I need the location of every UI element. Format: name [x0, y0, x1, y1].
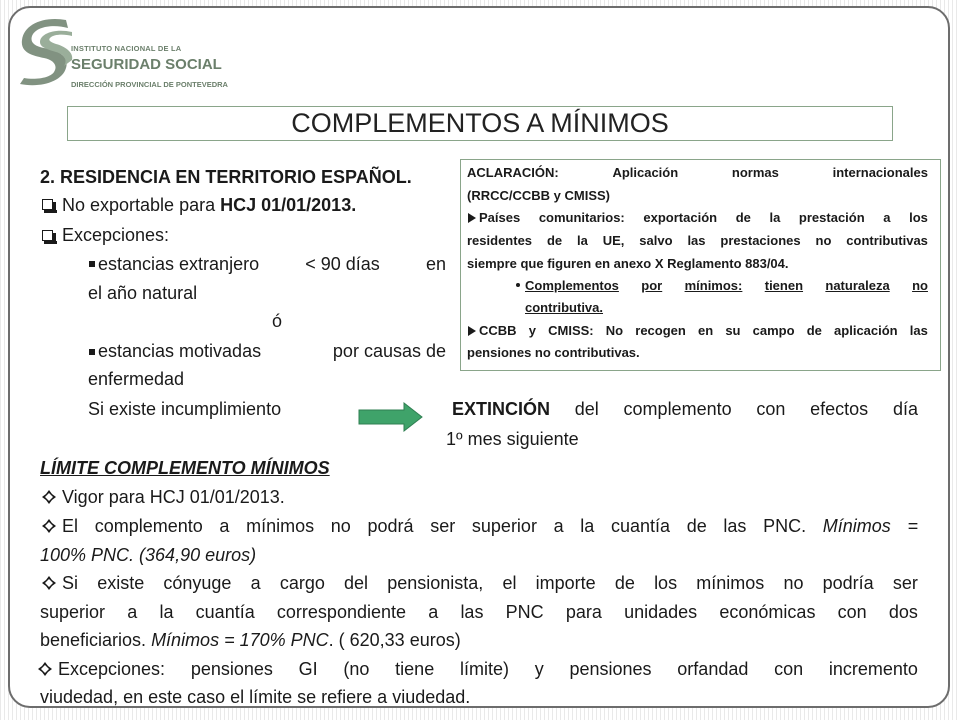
word: . ( 620,33 euros) — [328, 630, 461, 650]
word: podría — [822, 573, 874, 593]
diamond-bullet-icon — [42, 490, 56, 504]
word: UE, — [602, 233, 625, 248]
note-line4 — [467, 232, 928, 249]
word: mínimos — [246, 516, 315, 536]
note-line1 — [467, 164, 928, 181]
limit-bullet1: Vigor para HCJ 01/01/2013. — [62, 487, 285, 507]
word: salvo — [639, 233, 673, 248]
word: pensiones — [569, 659, 652, 679]
org-line3: DIRECCIÓN PROVINCIAL DE PONTEVEDRA — [71, 80, 228, 89]
word: PNC — [505, 602, 544, 622]
note-line8 — [479, 322, 928, 339]
limit-bullet3-line3 — [40, 629, 461, 652]
word: límite) — [459, 659, 509, 679]
word: comunitarios: — [538, 210, 625, 225]
word: GI — [298, 659, 318, 679]
word: ACLARACIÓN: — [467, 165, 559, 180]
diamond-bullet-icon — [42, 519, 56, 533]
word: a — [250, 573, 261, 593]
word: las — [687, 233, 706, 248]
word: de — [735, 210, 751, 225]
word: mínimos: — [684, 278, 743, 293]
word: complemento — [623, 399, 732, 419]
word: Aplicación — [612, 165, 679, 180]
diamond-bullet-icon — [38, 662, 52, 676]
note-line6 — [525, 277, 928, 294]
word: PNC. — [763, 516, 807, 536]
word: complemento — [94, 516, 203, 536]
square-bullet-icon — [89, 261, 95, 267]
word: pensionista, — [387, 573, 484, 593]
word: tienen — [764, 278, 804, 293]
word: tiene — [395, 659, 435, 679]
word: contributivas — [846, 233, 928, 248]
word: correspondiente — [276, 602, 407, 622]
word: < 90 días — [305, 254, 380, 274]
word: estancias extranjero — [98, 254, 260, 274]
word: de — [546, 233, 563, 248]
word: pensiones — [190, 659, 273, 679]
word: cuantía — [195, 602, 255, 622]
limit-bullet4-line1 — [58, 658, 918, 681]
word: ser — [430, 516, 456, 536]
extincion-line1 — [452, 398, 918, 421]
word: mínimos — [696, 573, 765, 593]
note-line2: (RRCC/CCBB y CMISS) — [467, 188, 610, 203]
word: los — [909, 210, 928, 225]
checkbox-bullet-icon — [42, 230, 53, 241]
arrow-bullet-icon — [468, 213, 476, 223]
word: la — [577, 233, 588, 248]
word: prestaciones — [720, 233, 801, 248]
word: no — [815, 233, 832, 248]
right-arrow-icon — [358, 402, 424, 432]
word: superior — [471, 516, 537, 536]
word: recogen — [635, 323, 686, 338]
limit-bullet3-line2 — [40, 601, 918, 624]
square-bullet-icon — [89, 349, 95, 355]
note-line7: contributiva. — [525, 300, 604, 315]
word: con — [837, 602, 867, 622]
word: día — [892, 399, 918, 419]
word: El — [62, 516, 79, 536]
word: a — [553, 516, 564, 536]
limit-bullet2-line2: 100% PNC. (364,90 euros) — [40, 545, 257, 565]
word: en — [698, 323, 714, 338]
word: beneficiarios. — [40, 630, 152, 650]
word: exportación — [643, 210, 718, 225]
org-line1: INSTITUTO NACIONAL DE LA — [71, 44, 182, 53]
word: de — [686, 516, 707, 536]
word: en — [425, 254, 446, 274]
word: las — [460, 602, 484, 622]
word: dos — [888, 602, 918, 622]
word: podrá — [367, 516, 414, 536]
extincion-line2: 1º mes siguiente — [446, 429, 579, 449]
page-title: COMPLEMENTOS A MÍNIMOS — [67, 106, 893, 141]
word: importe — [535, 573, 596, 593]
checkbox-bullet-icon — [42, 199, 53, 210]
word: EXTINCIÓN — [452, 399, 551, 419]
word: su — [725, 323, 741, 338]
word: Mínimos — [822, 516, 891, 536]
word: la — [580, 516, 595, 536]
dot-bullet-icon — [516, 283, 520, 287]
word: la — [769, 210, 781, 225]
word: a — [127, 602, 138, 622]
word: no — [912, 278, 928, 293]
word: por causas de — [332, 341, 446, 361]
org-line2: SEGURIDAD SOCIAL — [71, 56, 222, 73]
word: normas — [731, 165, 779, 180]
word: del — [574, 399, 599, 419]
diamond-bullet-icon — [42, 576, 56, 590]
exception-2-line1 — [98, 340, 446, 363]
word: con — [774, 659, 804, 679]
word: prestación — [798, 210, 865, 225]
arrow-bullet-icon — [468, 326, 476, 336]
or-separator: ó — [272, 311, 283, 331]
word: cargo — [279, 573, 325, 593]
word: de — [614, 573, 635, 593]
limit-bullet4-line2: viudedad, en este caso el límite se refiere a viudedad. — [40, 687, 471, 707]
word: económicas — [719, 602, 816, 622]
word: aplicación — [834, 323, 898, 338]
word: por — [641, 278, 663, 293]
word: superior — [40, 602, 106, 622]
exception-2-line2: enfermedad — [88, 369, 185, 389]
exception-1-line1 — [98, 253, 446, 276]
word: con — [756, 399, 786, 419]
exception-1-line2: el año natural — [88, 283, 198, 303]
breach-text: Si existe incumplimiento — [88, 399, 282, 419]
word: Excepciones: — [58, 659, 166, 679]
word: (no — [343, 659, 370, 679]
word: CMISS: — [548, 323, 594, 338]
seguridad-social-logo-icon — [14, 14, 74, 86]
word: no — [783, 573, 804, 593]
word: el — [502, 573, 517, 593]
word: no — [330, 516, 351, 536]
word: naturaleza — [825, 278, 890, 293]
word: residentes — [467, 233, 533, 248]
word: estancias motivadas — [98, 341, 262, 361]
word: internacionales — [832, 165, 928, 180]
word: para — [565, 602, 602, 622]
word: No exportable para — [62, 195, 221, 215]
residence-item1 — [62, 194, 356, 217]
word: de — [806, 323, 822, 338]
word: las — [909, 323, 928, 338]
word: efectos — [810, 399, 869, 419]
word: cuantía — [610, 516, 671, 536]
note-line3 — [479, 209, 928, 226]
word: del — [344, 573, 369, 593]
word: y — [534, 659, 544, 679]
word: a — [883, 210, 891, 225]
word: Si — [62, 573, 79, 593]
word: y — [528, 323, 536, 338]
note-line9: pensiones no contributivas. — [467, 345, 640, 360]
note-line5: siempre que figuren en anexo X Reglamento 883/04. — [467, 256, 789, 271]
word: Mínimos = 170% PNC — [151, 630, 329, 650]
word: orfandad — [677, 659, 749, 679]
word: campo — [752, 323, 795, 338]
word: unidades — [624, 602, 698, 622]
residence-heading: 2. RESIDENCIA EN TERRITORIO ESPAÑOL. — [40, 167, 412, 187]
word: CCBB — [479, 323, 517, 338]
word: HCJ 01/01/2013. — [220, 195, 357, 215]
word: a — [428, 602, 439, 622]
limit-bullet3-line1 — [62, 572, 918, 595]
word: incremento — [828, 659, 918, 679]
limit-bullet2-line1 — [62, 515, 918, 538]
word: Complementos — [525, 278, 619, 293]
word: las — [723, 516, 747, 536]
word: Países — [479, 210, 521, 225]
word: la — [159, 602, 174, 622]
residence-item2: Excepciones: — [62, 225, 170, 245]
word: cónyuge — [163, 573, 232, 593]
word: = — [907, 516, 918, 536]
word: existe — [97, 573, 145, 593]
word: No — [605, 323, 624, 338]
limit-heading: LÍMITE COMPLEMENTO MÍNIMOS — [40, 458, 330, 478]
word: ser — [892, 573, 918, 593]
word: a — [219, 516, 230, 536]
word: los — [654, 573, 678, 593]
